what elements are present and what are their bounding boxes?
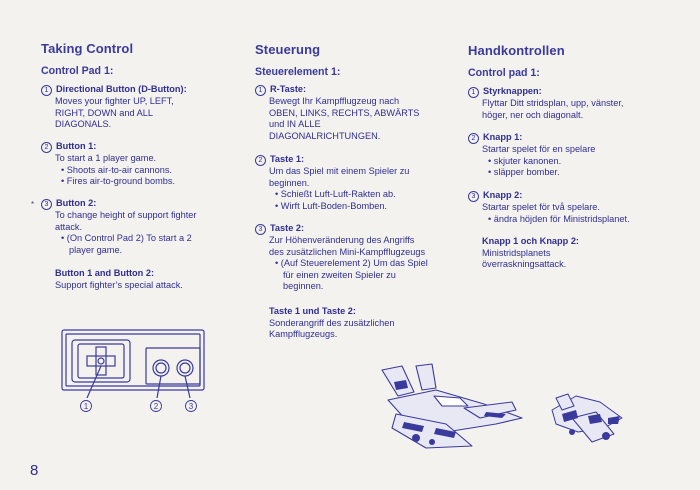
item-line: höger, ner och diagonalt. bbox=[482, 109, 584, 120]
item-line: OBEN, LINKS, RECHTS, ABWÄRTS bbox=[269, 107, 420, 118]
item-line: Ministridsplanets bbox=[482, 247, 551, 258]
margin-asterisk: * bbox=[31, 200, 35, 209]
english-item-button1 bbox=[41, 141, 175, 188]
german-item-taste1 bbox=[255, 154, 409, 212]
callout-1: 1 bbox=[83, 402, 89, 411]
item-heading: Knapp 1 och Knapp 2: bbox=[482, 236, 579, 246]
item-line: DIAGONALS. bbox=[55, 119, 112, 129]
callout-3: 3 bbox=[188, 402, 194, 411]
german-item-combo bbox=[269, 306, 394, 341]
item-line: To change height of support fighter bbox=[55, 210, 197, 220]
item-line: und IN ALLE bbox=[269, 119, 321, 129]
callout-number: 1 bbox=[468, 87, 479, 98]
item-line: player game. bbox=[69, 244, 123, 255]
callout-number: 2 bbox=[468, 133, 479, 144]
item-line: • släpper bomber. bbox=[488, 167, 560, 177]
item-heading: Button 1 and Button 2: bbox=[55, 268, 155, 278]
german-title: Steuerung bbox=[255, 42, 321, 57]
callout-number: 3 bbox=[468, 191, 479, 202]
item-line: • (Auf Steuerelement 2) Um das Spiel bbox=[275, 258, 428, 268]
item-line: Support fighter’s special attack. bbox=[55, 279, 183, 290]
item-line: attack. bbox=[55, 221, 83, 232]
german-item-rtaste bbox=[255, 84, 419, 142]
english-title: Taking Control bbox=[41, 41, 134, 56]
item-heading: Knapp 1: bbox=[483, 132, 523, 142]
callout-number: 3 bbox=[255, 224, 266, 235]
item-line: • Fires air-to-ground bombs. bbox=[61, 176, 176, 186]
callout-number: 1 bbox=[255, 85, 266, 96]
callout-number: 2 bbox=[41, 142, 52, 153]
item-line: Flyttar Ditt stridsplan, upp, vänster, bbox=[482, 98, 624, 108]
swedish-item-styrknappen bbox=[468, 86, 623, 121]
item-heading: Button 1: bbox=[56, 141, 97, 151]
item-line: Moves your fighter UP, LEFT, bbox=[55, 96, 174, 106]
item-line: To start a 1 player game. bbox=[55, 153, 157, 163]
fighter-jet-illustration bbox=[376, 362, 526, 454]
swedish-subtitle: Control pad 1: bbox=[468, 67, 540, 79]
item-line: Kampfflugzeugs. bbox=[269, 329, 338, 339]
item-line: • Shoots air-to-air cannons. bbox=[61, 164, 172, 175]
item-line: beginnen. bbox=[283, 281, 324, 291]
item-line: Sonderangriff des zusätzlichen bbox=[269, 317, 395, 328]
english-item-dbutton bbox=[41, 84, 187, 131]
english-item-combo bbox=[55, 268, 183, 291]
item-line: Um das Spiel mit einem Spieler zu bbox=[269, 166, 410, 176]
item-line: für einen zweiten Spieler zu bbox=[283, 269, 396, 280]
item-line: • Schießt Luft-Luft-Rakten ab. bbox=[275, 189, 396, 199]
item-line: • Wirft Luft-Boden-Bomben. bbox=[275, 200, 387, 211]
item-line: Startar spelet för en spelare bbox=[482, 144, 596, 154]
swedish-item-knapp2 bbox=[468, 190, 630, 225]
item-heading: Directional Button (D-Button): bbox=[56, 84, 187, 94]
swedish-item-knapp1 bbox=[468, 132, 595, 179]
german-subtitle: Steuerelement 1: bbox=[255, 66, 341, 78]
callout-2: 2 bbox=[153, 402, 159, 411]
item-heading: Styrknappen: bbox=[483, 86, 542, 96]
item-line: Startar spelet för två spelare. bbox=[482, 202, 600, 212]
item-heading: R-Taste: bbox=[270, 84, 307, 94]
swedish-item-combo bbox=[482, 236, 579, 271]
german-item-taste2 bbox=[255, 223, 428, 293]
item-heading: Taste 1: bbox=[270, 154, 305, 164]
item-line: DIAGONALRICHTUNGEN. bbox=[269, 130, 381, 141]
item-line: RIGHT, DOWN and ALL bbox=[55, 107, 154, 118]
item-line: Zur Höhenveränderung des Angriffs bbox=[269, 235, 415, 245]
callout-number: 3 bbox=[41, 199, 52, 210]
page-number: 8 bbox=[30, 462, 39, 479]
support-fighter-illustration bbox=[548, 388, 628, 446]
item-line: • (On Control Pad 2) To start a 2 bbox=[61, 233, 192, 243]
english-subtitle: Control Pad 1: bbox=[41, 65, 114, 77]
item-line: överraskningsattack. bbox=[482, 259, 567, 269]
english-item-button2 bbox=[41, 198, 196, 256]
item-heading: Knapp 2: bbox=[483, 190, 523, 200]
callout-number: 2 bbox=[255, 155, 266, 166]
callout-number: 1 bbox=[41, 85, 52, 96]
item-line: Bewegt Ihr Kampfflugzeug nach bbox=[269, 96, 400, 106]
item-heading: Button 2: bbox=[56, 198, 97, 208]
item-line: beginnen. bbox=[269, 177, 310, 188]
swedish-title: Handkontrollen bbox=[468, 43, 565, 58]
item-heading: Taste 1 und Taste 2: bbox=[269, 306, 356, 316]
item-line: des zusätzlichen Mini-Kampfflugzeugs bbox=[269, 246, 426, 257]
control-pad-illustration bbox=[60, 328, 210, 418]
item-line: • skjuter kanonen. bbox=[488, 155, 562, 166]
item-line: • ändra höjden för Ministridsplanet. bbox=[488, 213, 630, 224]
item-heading: Taste 2: bbox=[270, 223, 305, 233]
